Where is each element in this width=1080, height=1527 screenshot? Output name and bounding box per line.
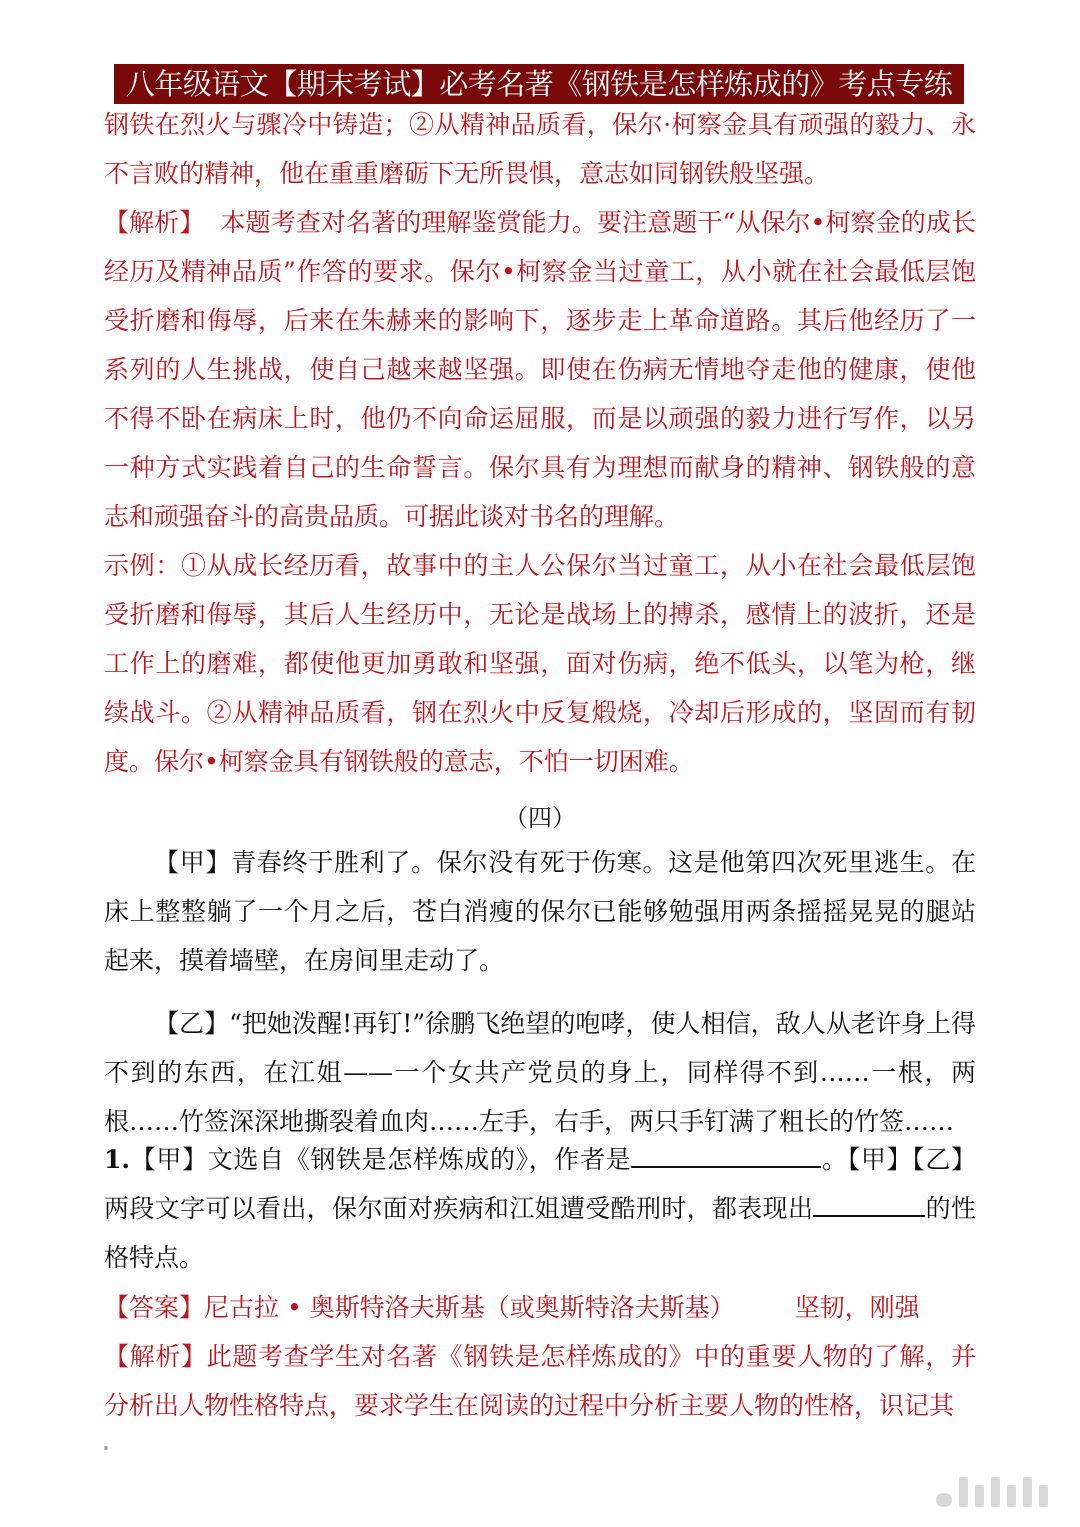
page-title-banner: 八年级语文【期末考试】必考名著《钢铁是怎样炼成的》考点专练 — [114, 64, 964, 104]
section-four-passages — [104, 838, 976, 1146]
analysis-line — [104, 1332, 976, 1430]
answer-line — [104, 1283, 976, 1332]
example-paragraph: 示例：①从成长经历看，故事中的主人公保尔当过童工，从小在社会最低层饱受折磨和侮辱，其后人生经历中，无论是战场上的搏杀，感情上的波折，还是工作上的磨难，都使他更加勇敢和坚强，面对伤病，绝不低头，以笔为枪，继续战斗。②从精神品质看，钢在烈火中反复煅烧，冷却后形成的，坚固而有韧度。保尔•柯察金具有钢铁般的意志，不怕一切困难。 — [104, 551, 976, 776]
answer-continuation: 钢铁在烈火与骤冷中铸造；②从精神品质看，保尔·柯察金具有顽强的毅力、永不言败的精神，他在重重磨砺下无所畏惧，意志如同钢铁般坚强。 — [104, 110, 976, 188]
watermark-logo — [936, 1469, 1056, 1507]
answer-tag: 【答案】 — [104, 1293, 205, 1322]
section-heading: （四） — [504, 804, 576, 832]
author-blank — [631, 1144, 821, 1168]
passage-jia: 【甲】青春终于胜利了。保尔没有死于伤寒。这是他第四次死里逃生。在床上整整躺了一个月之后，苍白消瘦的保尔已能够勉强用两条摇摇晃晃的腿站起来，摸着墙壁，在房间里走动了。 — [104, 848, 976, 975]
question-block — [104, 1135, 976, 1282]
answer-author: 尼古拉 • 奥斯特洛夫斯基（或奥斯特洛夫斯基） — [204, 1293, 735, 1322]
question-part3: 的性格特点。 — [104, 1194, 976, 1272]
stray-mark — [104, 1446, 108, 1450]
analysis-tag-2: 【解析】 — [104, 1342, 207, 1371]
analysis-paragraph — [104, 198, 976, 541]
analysis-tag: 【解析】 — [104, 208, 205, 237]
passage-yi: 【乙】“把她泼醒!再钉!”徐鹏飞绝望的咆哮，使人相信，敌人从老许身上得不到的东西，在江姐——一个女共产党员的身上，同样得不到……一根，两根……竹签深深地撕裂着血肉……左手，右手，两只手钉满了粗长的竹签…… — [104, 1009, 976, 1136]
question-1 — [104, 1135, 976, 1282]
question-part2: 。【甲】【乙】两段文字可以看出，保尔面对疾病和江姐遭受酷刑时，都表现出 — [104, 1145, 976, 1223]
section-three-answer — [104, 100, 976, 786]
question-part1: 【甲】文选自《钢铁是怎样炼成的》，作者是 — [130, 1145, 632, 1174]
answer-trait: 坚韧，刚强 — [794, 1293, 920, 1322]
trait-blank — [813, 1193, 925, 1217]
analysis-text: 本题考查对名著的理解鉴赏能力。要注意题干“从保尔•柯察金的成长经历及精神品质”作答的要求。保尔•柯察金当过童工，从小就在社会最低层饱受折磨和侮辱，后来在朱赫来的影响下，逐步走上革命道路。其后他经历了一系列的人生挑战，使自己越来越坚强。即使在伤病无情地夺走他的健康，使他不得不卧在病床上时，他仍不向命运屈服，而是以顽强的毅力进行写作，以另一种方式实践着自己的生命誓言。保尔具有为理想而献身的精神、钢铁般的意志和顽强奋斗的高贵品质。可据此谈对书名的理解。 — [104, 208, 976, 531]
answer-block — [104, 1283, 976, 1430]
question-number: 1. — [104, 1145, 131, 1174]
analysis-text-2: 此题考查学生对名著《钢铁是怎样炼成的》中的重要人物的了解，并分析出人物性格特点，要求学生在阅读的过程中分析主要人物的性格，识记其 — [104, 1342, 976, 1420]
